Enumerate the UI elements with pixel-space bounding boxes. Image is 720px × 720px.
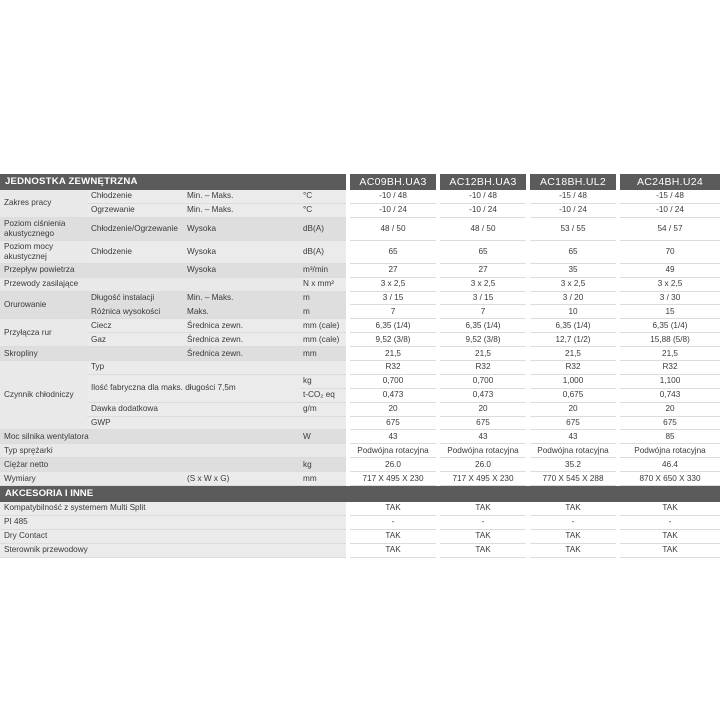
value-cell: 675	[530, 416, 616, 430]
value-cell: 46.4	[620, 458, 720, 472]
value-cell: 43	[350, 430, 436, 444]
value-cell: TAK	[620, 502, 720, 515]
value-cell: 717 X 495 X 230	[350, 472, 436, 486]
spec-row	[0, 319, 720, 333]
value-cell: 15,88 (5/8)	[620, 333, 720, 347]
row-sub-label: Chłodzenie/Ogrzewanie	[87, 217, 185, 240]
value-cell: 48 / 50	[440, 217, 526, 240]
value-cell: 6,35 (1/4)	[440, 319, 526, 333]
row-group-label: Poziom ciśnienia akustycznego	[0, 217, 87, 240]
row-condition: Maks.	[185, 305, 301, 319]
row-sub-label: Ogrzewanie	[87, 203, 185, 217]
value-cell: 26.0	[440, 458, 526, 472]
value-cell: R32	[440, 361, 526, 375]
value-cell: 48 / 50	[350, 217, 436, 240]
value-cell: R32	[530, 361, 616, 375]
outdoor-header-row	[0, 174, 720, 190]
spec-row	[0, 430, 720, 444]
value-cell: 0,473	[440, 388, 526, 402]
value-cell: -10 / 24	[440, 203, 526, 217]
row-sub-label: Gaz	[87, 333, 185, 347]
value-cell: 870 X 650 X 330	[620, 472, 720, 486]
value-cell: TAK	[530, 529, 616, 543]
row-sub-label: Chłodzenie	[87, 240, 185, 263]
value-cell: TAK	[350, 529, 436, 543]
spec-row	[0, 458, 720, 472]
row-condition: Wysoka	[185, 217, 301, 240]
row-unit: dB(A)	[301, 240, 346, 263]
value-cell: -	[350, 515, 436, 529]
value-cell: 15	[620, 305, 720, 319]
value-cell: TAK	[350, 502, 436, 515]
spec-row	[0, 502, 720, 515]
value-cell: 3 / 15	[350, 291, 436, 305]
value-cell: 6,35 (1/4)	[350, 319, 436, 333]
value-cell: -10 / 24	[530, 203, 616, 217]
model-header: AC24BH.U24	[620, 174, 720, 190]
value-cell: 3 / 20	[530, 291, 616, 305]
value-cell: TAK	[620, 529, 720, 543]
value-cell: 9,52 (3/8)	[350, 333, 436, 347]
value-cell: 1,100	[620, 374, 720, 388]
value-cell: 43	[440, 430, 526, 444]
row-unit: mm	[301, 347, 346, 361]
value-cell: 21,5	[350, 347, 436, 361]
value-cell: 65	[440, 240, 526, 263]
row-unit: W	[301, 430, 346, 444]
value-cell: Podwójna rotacyjna	[620, 444, 720, 458]
row-group-label: Przyłącza rur	[0, 319, 87, 347]
value-cell: 675	[350, 416, 436, 430]
value-cell: 0,675	[530, 388, 616, 402]
row-condition: Min. – Maks.	[185, 190, 301, 203]
row-condition: Średnica zewn.	[185, 347, 301, 361]
spec-table	[0, 174, 720, 558]
row-sub-label: Długość instalacji	[87, 291, 185, 305]
model-header: AC09BH.UA3	[350, 174, 436, 190]
row-group-label: Zakres pracy	[0, 190, 87, 217]
value-cell: -10 / 48	[350, 190, 436, 203]
value-cell: 1,000	[530, 374, 616, 388]
row-sub-label: Dawka dodatkowa	[87, 402, 301, 416]
spec-row	[0, 515, 720, 529]
value-cell: -	[620, 515, 720, 529]
value-cell: TAK	[350, 543, 436, 557]
value-cell: -	[440, 515, 526, 529]
row-group-label: Czynnik chłodniczy	[0, 361, 87, 430]
value-cell: -10 / 24	[350, 203, 436, 217]
spec-row	[0, 529, 720, 543]
section-title-outdoor: JEDNOSTKA ZEWNĘTRZNA	[0, 174, 346, 190]
model-header: AC18BH.UL2	[530, 174, 616, 190]
row-sub-label: Ciecz	[87, 319, 185, 333]
row-condition: Średnica zewn.	[185, 333, 301, 347]
value-cell: 20	[440, 402, 526, 416]
value-cell: 7	[350, 305, 436, 319]
value-cell: 3 x 2,5	[440, 277, 526, 291]
value-cell: 6,35 (1/4)	[530, 319, 616, 333]
value-cell: 717 X 495 X 230	[440, 472, 526, 486]
value-cell: -15 / 48	[620, 190, 720, 203]
row-unit: g/m	[301, 402, 346, 416]
row-unit: kg	[301, 458, 346, 472]
value-cell: TAK	[440, 529, 526, 543]
value-cell: 9,52 (3/8)	[440, 333, 526, 347]
value-cell: 7	[440, 305, 526, 319]
value-cell: TAK	[620, 543, 720, 557]
row-group-label: Moc silnika wentylatora	[0, 430, 301, 444]
value-cell: 0,743	[620, 388, 720, 402]
value-cell: Podwójna rotacyjna	[350, 444, 436, 458]
value-cell: 53 / 55	[530, 217, 616, 240]
row-condition: Min. – Maks.	[185, 203, 301, 217]
spec-row	[0, 240, 720, 263]
value-cell: TAK	[440, 502, 526, 515]
value-cell: 21,5	[440, 347, 526, 361]
value-cell: 3 x 2,5	[620, 277, 720, 291]
value-cell: 675	[620, 416, 720, 430]
value-cell: Podwójna rotacyjna	[440, 444, 526, 458]
row-condition: Średnica zewn.	[185, 319, 301, 333]
value-cell: -15 / 48	[530, 190, 616, 203]
value-cell: TAK	[440, 543, 526, 557]
value-cell: 21,5	[620, 347, 720, 361]
value-cell: 65	[350, 240, 436, 263]
row-unit: dB(A)	[301, 217, 346, 240]
model-header: AC12BH.UA3	[440, 174, 526, 190]
value-cell: 54 / 57	[620, 217, 720, 240]
spec-row	[0, 305, 720, 319]
section-title-accessories: AKCESORIA I INNE	[0, 486, 346, 503]
value-cell: 20	[530, 402, 616, 416]
value-cell: 43	[530, 430, 616, 444]
value-cell: 20	[350, 402, 436, 416]
row-sub-label: Ilość fabryczna dla maks. długości 7,5m	[87, 374, 301, 402]
accessories-header-row	[0, 486, 720, 503]
row-group-label: Poziom mocy akustycznej	[0, 240, 87, 263]
value-cell: -	[530, 515, 616, 529]
value-cell: R32	[620, 361, 720, 375]
value-cell: 770 X 545 X 288	[530, 472, 616, 486]
row-group-label: Skropliny	[0, 347, 185, 361]
row-condition: (S x W x G)	[185, 472, 301, 486]
value-cell: -10 / 48	[440, 190, 526, 203]
spec-row	[0, 190, 720, 203]
value-cell: R32	[350, 361, 436, 375]
row-group-label: Przepływ powietrza	[0, 263, 185, 277]
value-cell: 0,473	[350, 388, 436, 402]
spec-row	[0, 543, 720, 557]
row-group-label: Dry Contact	[0, 529, 346, 543]
value-cell: 6,35 (1/4)	[620, 319, 720, 333]
spec-row	[0, 263, 720, 277]
row-unit: m³/min	[301, 263, 346, 277]
spec-row	[0, 361, 720, 375]
value-cell: -10 / 24	[620, 203, 720, 217]
row-group-label: Sterownik przewodowy	[0, 543, 346, 557]
value-cell: 26.0	[350, 458, 436, 472]
row-group-label: Orurowanie	[0, 291, 87, 319]
value-cell: 20	[620, 402, 720, 416]
row-group-label: Typ sprężarki	[0, 444, 346, 458]
row-group-label: Przewody zasilające	[0, 277, 301, 291]
row-unit: m	[301, 291, 346, 305]
value-cell: 675	[440, 416, 526, 430]
value-cell: 0,700	[440, 374, 526, 388]
value-cell: 65	[530, 240, 616, 263]
value-cell: 27	[440, 263, 526, 277]
row-unit: m	[301, 305, 346, 319]
value-cell: 85	[620, 430, 720, 444]
value-cell: 3 / 15	[440, 291, 526, 305]
spec-row	[0, 277, 720, 291]
value-cell: 27	[350, 263, 436, 277]
value-cell: 3 x 2,5	[350, 277, 436, 291]
row-unit: kg	[301, 374, 346, 388]
value-cell: 10	[530, 305, 616, 319]
value-cell: 21,5	[530, 347, 616, 361]
row-unit: mm (cale)	[301, 333, 346, 347]
value-cell: 12,7 (1/2)	[530, 333, 616, 347]
value-cell: 49	[620, 263, 720, 277]
value-cell: 3 x 2,5	[530, 277, 616, 291]
row-unit: N x mm²	[301, 277, 346, 291]
row-condition: Min. – Maks.	[185, 291, 301, 305]
row-sub-label: Chłodzenie	[87, 190, 185, 203]
spec-row	[0, 291, 720, 305]
spec-row	[0, 416, 720, 430]
row-sub-label: GWP	[87, 416, 301, 430]
spec-row	[0, 203, 720, 217]
spec-row	[0, 333, 720, 347]
row-group-label: Wymiary	[0, 472, 185, 486]
spec-row	[0, 444, 720, 458]
value-cell: 35.2	[530, 458, 616, 472]
value-cell: 0,700	[350, 374, 436, 388]
row-unit: °C	[301, 190, 346, 203]
row-group-label: Kompatybilność z systemem Multi Split	[0, 502, 346, 515]
row-unit: mm	[301, 472, 346, 486]
value-cell: Podwójna rotacyjna	[530, 444, 616, 458]
row-group-label: Ciężar netto	[0, 458, 301, 472]
value-cell: 3 / 30	[620, 291, 720, 305]
value-cell: TAK	[530, 502, 616, 515]
spec-row	[0, 374, 720, 388]
value-cell: 70	[620, 240, 720, 263]
spec-row	[0, 402, 720, 416]
row-unit: t-CO₂ eq	[301, 388, 346, 402]
row-sub-label: Typ	[87, 361, 301, 375]
row-condition: Wysoka	[185, 263, 301, 277]
row-unit: mm (cale)	[301, 319, 346, 333]
row-group-label: PI 485	[0, 515, 346, 529]
value-cell: 35	[530, 263, 616, 277]
spec-sheet	[0, 174, 720, 558]
value-cell: TAK	[530, 543, 616, 557]
spec-row	[0, 472, 720, 486]
row-condition: Wysoka	[185, 240, 301, 263]
spec-row	[0, 217, 720, 240]
row-sub-label: Różnica wysokości	[87, 305, 185, 319]
row-unit: °C	[301, 203, 346, 217]
spec-row	[0, 347, 720, 361]
